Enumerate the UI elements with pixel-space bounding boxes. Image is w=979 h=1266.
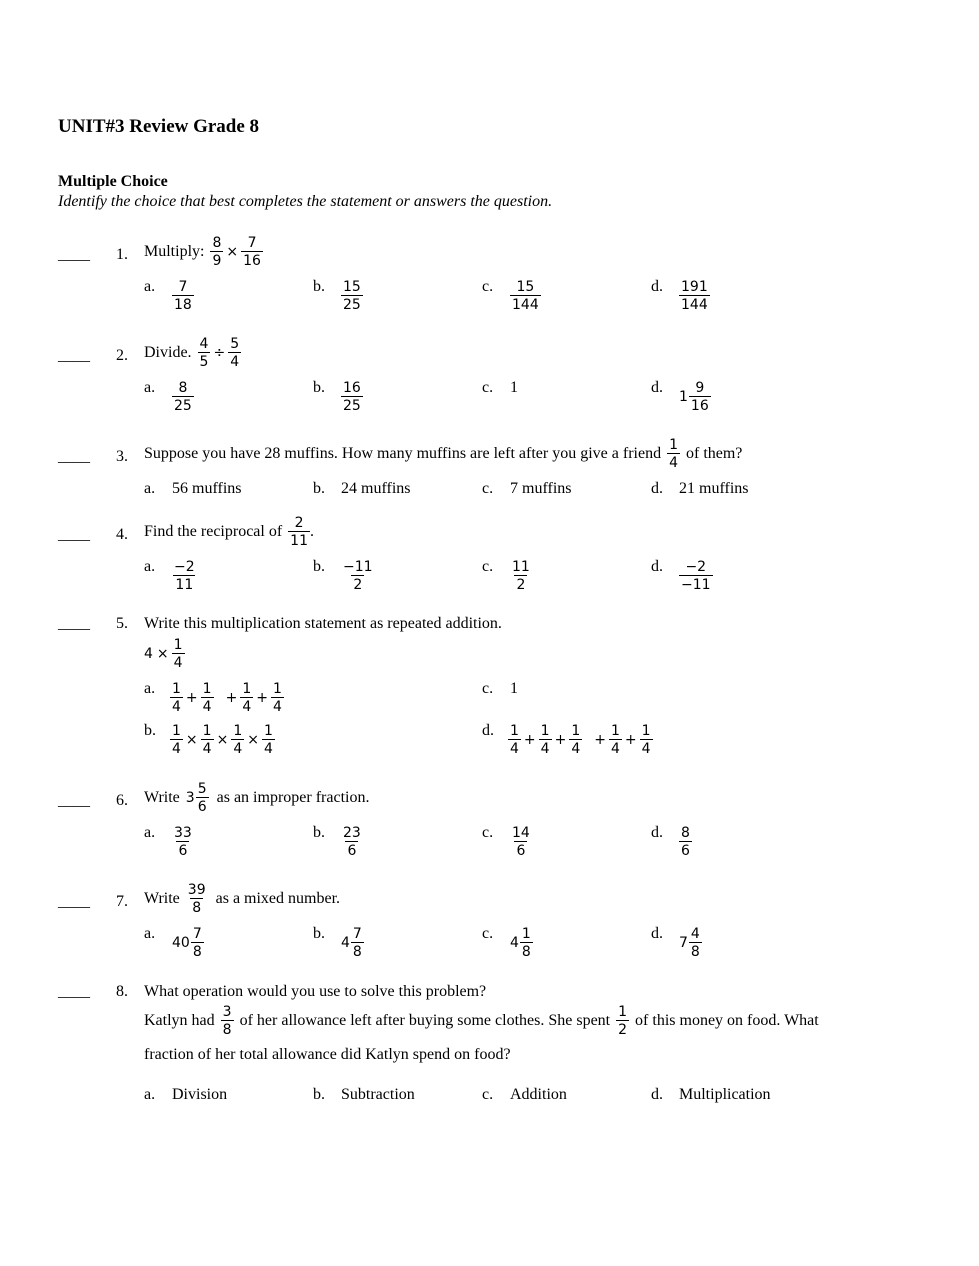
choice-letter-b: b.	[313, 1086, 325, 1103]
choice-d[interactable]: 7 $\frac{4}{8}$	[679, 926, 700, 960]
question-text: Multiply:	[144, 243, 205, 260]
choice-a[interactable]: $\frac{8}{25}$	[174, 380, 192, 414]
choice-c[interactable]: 4 $\frac{1}{8}$	[510, 926, 531, 960]
choice-letter-d: d.	[651, 278, 663, 295]
question-text: Suppose you have 28 muffins. How many muffins are left after you give a friend	[144, 445, 662, 462]
choice-d[interactable]: $\frac{-2}{-11}$	[681, 559, 711, 593]
question-text: Write	[144, 789, 180, 806]
choice-letter-b: b.	[313, 278, 325, 295]
choice-a[interactable]: $\frac{1}{4}$ + $\frac{1}{4}$ + $\frac{1}{4}$ + $\frac{1}{4}$	[172, 681, 282, 715]
choice-letter-c: c.	[482, 824, 494, 841]
question-number: 2.	[116, 347, 128, 364]
choice-d[interactable]: $\frac{191}{144}$	[681, 279, 708, 313]
choice-a[interactable]: Division	[172, 1086, 228, 1103]
answer-blank[interactable]: ____	[58, 983, 90, 1000]
fraction: $\frac{2}{11}$	[290, 515, 308, 549]
choice-c[interactable]: 1	[510, 379, 518, 396]
choice-letter-c: c.	[482, 680, 494, 697]
times-symbol: ×	[226, 244, 239, 260]
choice-letter-c: c.	[482, 278, 494, 295]
choice-b[interactable]: $\frac{16}{25}$	[343, 380, 361, 414]
expression: 4 × $\frac{1}{4}$	[144, 637, 183, 671]
choice-a[interactable]: 56 muffins	[172, 480, 242, 497]
choice-letter-c: c.	[482, 379, 494, 396]
choice-a[interactable]: $\frac{7}{18}$	[174, 279, 192, 313]
fraction: $\frac{1}{2}$	[618, 1004, 628, 1038]
problem-text: fraction of her total allowance did Katlyn spend on food?	[144, 1046, 511, 1063]
answer-blank[interactable]: ____	[58, 526, 90, 543]
question-text: Find the reciprocal of	[144, 523, 283, 540]
question-text-end: as a mixed number.	[215, 890, 341, 907]
choice-c[interactable]: $\frac{14}{6}$	[512, 825, 530, 859]
choice-letter-c: c.	[482, 558, 494, 575]
answer-blank[interactable]: ____	[58, 615, 90, 632]
choice-d[interactable]: $\frac{8}{6}$	[681, 825, 690, 859]
choice-letter-a: a.	[144, 925, 156, 942]
choice-letter-d: d.	[651, 379, 663, 396]
page-title: UNIT#3 Review Grade 8	[58, 116, 260, 137]
fraction: $\frac{39}{8}$	[187, 882, 206, 916]
choice-b[interactable]: $\frac{15}{25}$	[343, 279, 361, 313]
question-text-end: as an improper fraction.	[216, 789, 370, 806]
choice-letter-a: a.	[144, 680, 156, 697]
question-number: 1.	[116, 246, 128, 263]
choice-letter-d: d.	[482, 722, 494, 739]
choice-letter-b: b.	[313, 480, 325, 497]
question-text: Divide.	[144, 344, 192, 361]
fraction: $\frac{7}{16}$	[243, 235, 261, 269]
choice-c[interactable]: $\frac{11}{2}$	[512, 559, 530, 593]
question-text: Write this multiplication statement as repeated addition.	[144, 615, 502, 632]
choice-letter-b: b.	[313, 824, 325, 841]
choice-letter-c: c.	[482, 925, 494, 942]
answer-blank[interactable]: ____	[58, 448, 90, 465]
mixed-number: 3 $\frac{5}{6}$	[185, 781, 207, 815]
problem-text: of her allowance left after buying some clothes. She spent	[239, 1012, 611, 1029]
period: .	[310, 523, 314, 540]
fraction: $\frac{3}{8}$	[222, 1004, 232, 1038]
question-text: Write	[144, 890, 180, 907]
choice-letter-b: b.	[313, 379, 325, 396]
divide-symbol: ÷	[213, 345, 226, 361]
choice-a[interactable]: $\frac{-2}{11}$	[174, 559, 195, 593]
choice-d[interactable]: Multiplication	[679, 1086, 771, 1103]
choice-b[interactable]: $\frac{-11}{2}$	[343, 559, 373, 593]
choice-letter-c: c.	[482, 1086, 494, 1103]
choice-letter-d: d.	[651, 925, 663, 942]
choice-b[interactable]: 24 muffins	[341, 480, 411, 497]
choice-d[interactable]: $\frac{1}{4}$ + $\frac{1}{4}$ + $\frac{1}{4}$ + $\frac{1}{4}$ + $\frac{1}{4}$	[510, 723, 651, 757]
question-number: 5.	[116, 615, 128, 632]
choice-letter-d: d.	[651, 558, 663, 575]
choice-letter-b: b.	[313, 558, 325, 575]
choice-letter-a: a.	[144, 558, 156, 575]
answer-blank[interactable]: ____	[58, 893, 90, 910]
section-heading: Multiple Choice	[58, 173, 168, 190]
question-number: 8.	[116, 983, 128, 1000]
choice-letter-d: d.	[651, 480, 663, 497]
question-text-end: of them?	[685, 445, 743, 462]
choice-b[interactable]: 4 $\frac{7}{8}$	[341, 926, 362, 960]
answer-blank[interactable]: ____	[58, 246, 90, 263]
fraction: $\frac{8}{9}$	[212, 235, 222, 269]
question-number: 7.	[116, 893, 128, 910]
problem-text: of this money on food. What	[635, 1012, 819, 1029]
answer-blank[interactable]: ____	[58, 347, 90, 364]
choice-d[interactable]: 1 $\frac{9}{16}$	[679, 380, 709, 414]
choice-b[interactable]: Subtraction	[341, 1086, 415, 1103]
choice-c[interactable]: 7 muffins	[510, 480, 572, 497]
question-text: What operation would you use to solve this problem?	[144, 983, 487, 1000]
choice-c[interactable]: 1	[510, 680, 518, 697]
choice-letter-a: a.	[144, 379, 156, 396]
choice-letter-d: d.	[651, 1086, 663, 1103]
question-number: 3.	[116, 448, 128, 465]
fraction: $\frac{1}{4}$	[669, 437, 678, 471]
choice-letter-b: b.	[313, 925, 325, 942]
choice-b[interactable]: $\frac{1}{4}$ × $\frac{1}{4}$ × $\frac{1}{4}$ × $\frac{1}{4}$	[172, 723, 273, 757]
choice-letter-d: d.	[651, 824, 663, 841]
choice-letter-b: b.	[144, 722, 156, 739]
answer-blank[interactable]: ____	[58, 792, 90, 809]
question-number: 6.	[116, 792, 128, 809]
choice-d[interactable]: 21 muffins	[679, 480, 749, 497]
instructions: Identify the choice that best completes the statement or answers the question.	[58, 193, 553, 210]
problem-text: Katlyn had	[144, 1012, 215, 1029]
choice-b[interactable]: $\frac{23}{6}$	[343, 825, 361, 859]
choice-letter-a: a.	[144, 278, 156, 295]
choice-letter-a: a.	[144, 1086, 156, 1103]
choice-letter-a: a.	[144, 480, 156, 497]
choice-c[interactable]: $\frac{15}{144}$	[512, 279, 539, 313]
choice-letter-c: c.	[482, 480, 494, 497]
choice-a[interactable]: 40 $\frac{7}{8}$	[172, 926, 202, 960]
fraction: $\frac{4}{5}$	[199, 336, 209, 370]
choice-a[interactable]: $\frac{33}{6}$	[174, 825, 192, 859]
choice-letter-a: a.	[144, 824, 156, 841]
fraction: $\frac{5}{4}$	[230, 336, 240, 370]
choice-c[interactable]: Addition	[510, 1086, 567, 1103]
question-number: 4.	[116, 526, 128, 543]
